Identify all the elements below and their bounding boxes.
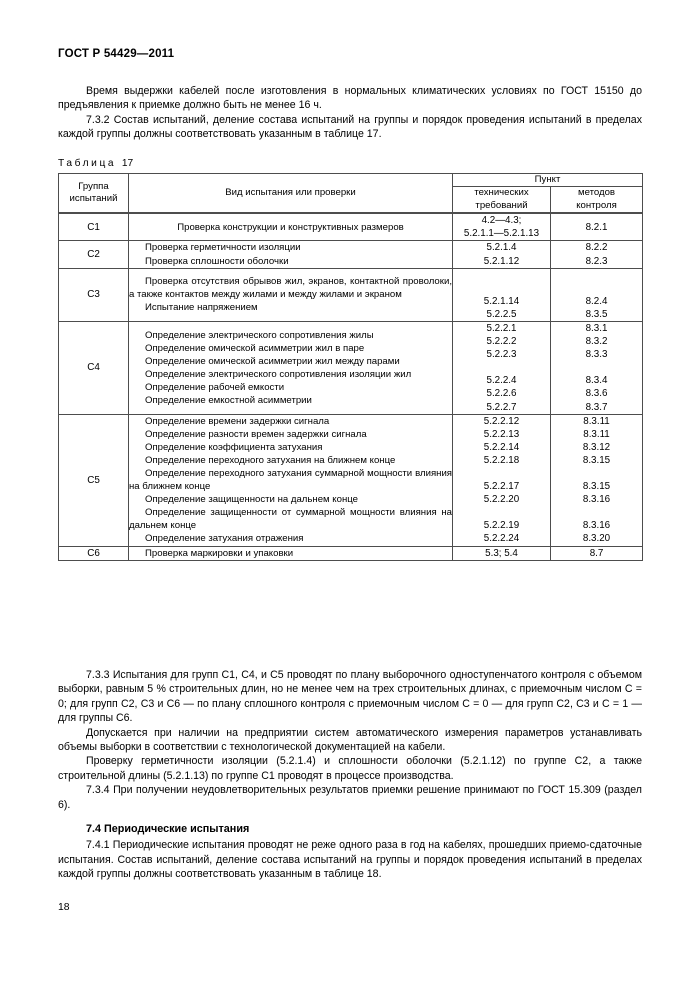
test-kind-item: Определение переходного затухания суммарной мощности влияния на ближнем конце: [129, 468, 452, 493]
clause-reference: 5.2.2.17: [483, 481, 520, 493]
paragraph-7-4-1: 7.4.1 Периодические испытания проводят не реже одного раза в год на кабелях, прошедших приемо-сдаточные испытания. Состав испытаний, деление состава испытаний на группы и порядок проведения испытаний в пределах каждой группы должны соответствовать указанным в таблице 18.: [58, 839, 642, 881]
clause-reference: 5.2.1.4: [486, 242, 517, 254]
header-punkt: Пункт: [453, 174, 643, 187]
table-head: [59, 174, 643, 214]
intro-text-block: [58, 84, 642, 142]
test-kind-item: Определение переходного затухания на ближнем конце: [145, 454, 396, 466]
cell-group: С2: [59, 241, 129, 268]
cell-control-methods: [551, 268, 643, 321]
cell-test-kind: [129, 268, 453, 321]
test-kind-item: Определение коэффициента затухания: [145, 441, 323, 453]
table-row: [59, 414, 643, 546]
paragraph-tightness-check: Проверку герметичности изоляции (5.2.1.4) и сплошности оболочки (5.2.1.12) по группе С2, а также строительной длины (5.2.1.13) по группе С1 проводят в процессе производства.: [58, 755, 642, 782]
clause-reference: 5.2.1.14: [483, 295, 520, 307]
cell-test-kind: [129, 321, 453, 414]
clause-reference: 4.2—4.3;: [481, 215, 522, 227]
cell-control-methods: [551, 321, 643, 414]
table-row: [59, 241, 643, 268]
clause-reference: 8.2.1: [585, 221, 608, 233]
clause-reference: 8.3.16: [582, 494, 611, 506]
clause-reference: 8.3.11: [583, 415, 610, 427]
paragraph-automatic-measurement: Допускается при наличии на предприятии систем автоматического измерения параметров устанавливать объемы выборки в соответствии с технологической документацией на кабели.: [58, 726, 642, 754]
clause-reference: 8.3.12: [582, 441, 611, 453]
table-row: [59, 213, 643, 241]
clause-reference: 5.2.2.20: [483, 494, 520, 506]
test-kind-item: Определение разности времен задержки сигнала: [145, 428, 367, 440]
clause-reference: 5.2.2.5: [486, 308, 517, 320]
test-kind-item: Определение омической асимметрии жил между парами: [145, 355, 400, 367]
header-tech-requirements: [453, 187, 551, 213]
clause-reference: 8.3.4: [585, 375, 608, 387]
clause-reference: 8.3.20: [582, 533, 611, 545]
header-group-line2: испытаний: [69, 193, 118, 205]
clause-reference: 5.2.2.4: [486, 375, 517, 387]
table-17: [58, 173, 643, 561]
header-control-methods: [551, 187, 643, 213]
cell-control-methods: [551, 546, 643, 560]
clause-reference: 5.2.1.1—5.2.1.13: [463, 228, 540, 240]
clause-reference: 8.3.11: [583, 428, 610, 440]
clause-reference: 5.2.2.12: [483, 415, 520, 427]
cell-group: С5: [59, 414, 129, 546]
cell-technical-requirements: [453, 241, 551, 268]
test-kind-item: Проверка маркировки и упаковки: [145, 547, 294, 559]
clause-reference: 8.3.7: [585, 401, 608, 413]
test-kind-item: Испытание напряжением: [145, 302, 258, 314]
test-kind-item: Определение затухания отражения: [145, 533, 304, 545]
clause-reference: [551, 269, 642, 282]
clause-reference: [453, 282, 550, 295]
clause-reference: 5.2.2.14: [483, 441, 520, 453]
cell-technical-requirements: [453, 414, 551, 546]
cell-group: С1: [59, 213, 129, 241]
test-kind-item: Определение емкостной асимметрии: [145, 394, 312, 406]
clause-reference: 5.2.2.3: [486, 349, 517, 361]
clause-reference: 5.2.2.7: [486, 401, 517, 413]
clause-reference: 8.3.2: [585, 336, 608, 348]
clause-reference: 8.3.3: [585, 349, 608, 361]
table-caption-number: 17: [121, 158, 134, 169]
clause-reference: 8.3.15: [582, 481, 611, 493]
test-kind-item: Определение рабочей емкости: [145, 381, 285, 393]
clause-reference: 8.3.15: [582, 454, 611, 466]
clause-reference: [453, 269, 550, 282]
clause-reference: 5.3; 5.4: [485, 547, 518, 559]
test-kind-item: Определение электрического сопротивления жилы: [145, 329, 374, 341]
table-row: [59, 321, 643, 414]
table-caption: [58, 158, 133, 169]
clause-reference: 8.2.2: [585, 242, 608, 254]
after-table-text-block: [58, 668, 642, 882]
intro-paragraph-1: Время выдержки кабелей после изготовления в нормальных климатических условиях по ГОСТ 15150 до предъявления к приемке должно быть не менее 16 ч.: [58, 85, 642, 112]
clause-reference: [453, 467, 550, 480]
test-kind-item: Проверка сплошности оболочки: [145, 255, 289, 267]
test-kind-item: Проверка конструкции и конструктивных размеров: [177, 221, 404, 233]
header-method-line1: методов: [577, 187, 616, 199]
cell-control-methods: [551, 213, 643, 241]
cell-control-methods: [551, 414, 643, 546]
cell-technical-requirements: [453, 213, 551, 241]
standard-header: ГОСТ Р 54429—2011: [58, 48, 175, 60]
clause-reference: 5.2.2.18: [483, 454, 520, 466]
test-kind-item: Определение времени задержки сигнала: [145, 415, 330, 427]
clause-reference: 5.2.1.12: [483, 255, 520, 267]
cell-test-kind: [129, 414, 453, 546]
clause-reference: 8.3.1: [585, 322, 608, 334]
page-number: 18: [58, 902, 70, 913]
header-tech-line1: технических: [474, 187, 529, 199]
clause-reference: 5.2.2.1: [486, 322, 517, 334]
clause-reference: 5.2.2.6: [486, 388, 517, 400]
clause-reference: 8.7: [589, 547, 604, 559]
clause-reference: 8.3.6: [585, 388, 608, 400]
section-heading-7-4: 7.4 Периодические испытания: [86, 823, 250, 836]
paragraph-7-3-4: 7.3.4 При получении неудовлетворительных результатов приемки решение принимают по ГОСТ 15.309 (раздел 6).: [58, 784, 642, 811]
cell-group: С4: [59, 321, 129, 414]
cell-test-kind: [129, 546, 453, 560]
clause-reference: 5.2.2.2: [486, 336, 517, 348]
clause-reference: 5.2.2.13: [483, 428, 520, 440]
header-tech-line2: требований: [475, 199, 528, 211]
cell-control-methods: [551, 241, 643, 268]
clause-reference: [551, 506, 642, 519]
cell-technical-requirements: [453, 321, 551, 414]
clause-reference: 8.3.5: [585, 308, 608, 320]
cell-group: С6: [59, 546, 129, 560]
table-row: [59, 268, 643, 321]
test-kind-item: Определение электрического сопротивления изоляции жил: [145, 368, 412, 380]
clause-reference: [551, 282, 642, 295]
test-kind-item: Определение омической асимметрии жил в паре: [145, 342, 365, 354]
cell-technical-requirements: [453, 546, 551, 560]
intro-paragraph-2: 7.3.2 Состав испытаний, деление состава испытаний на группы и порядок проведения испытаний в пределах каждой группы должны соответствовать указанным в таблице 17.: [58, 113, 642, 141]
table-row: [59, 546, 643, 560]
clause-reference: 8.2.4: [585, 295, 608, 307]
table-caption-label: Таблица: [58, 158, 117, 169]
header-kind: Вид испытания или проверки: [129, 174, 453, 214]
test-kind-item: Определение защищенности от суммарной мощности влияния на дальнем конце: [129, 507, 452, 532]
test-kind-item: Проверка отсутствия обрывов жил, экранов, контактной проволоки, а также контактов между жилами и между жилами и экраном: [129, 276, 452, 301]
clause-reference: [453, 506, 550, 519]
cell-test-kind: [129, 213, 453, 241]
clause-reference: 8.3.16: [582, 520, 611, 532]
header-group: [59, 174, 129, 214]
clause-reference: 5.2.2.19: [483, 520, 520, 532]
test-kind-item: Проверка герметичности изоляции: [145, 242, 301, 254]
clause-reference: 5.2.2.24: [483, 533, 520, 545]
clause-reference: [453, 361, 550, 374]
cell-test-kind: [129, 241, 453, 268]
header-method-line2: контроля: [576, 199, 617, 211]
clause-reference: 8.2.3: [585, 255, 608, 267]
table-body: [59, 213, 643, 560]
cell-technical-requirements: [453, 268, 551, 321]
clause-reference: [551, 361, 642, 374]
paragraph-7-3-3: 7.3.3 Испытания для групп С1, С4, и С5 проводят по плану выборочного одноступенчатого контроля с объемом выборки, равным 5 % строительных длин, но не менее чем на трех строительных длинах, с приемочным числом С = 0; для групп С2, С3 и С6 — по плану сплошного контроля с приемочным числом С = 0 — для групп С2, С3 и С = 1 — для группы С6.: [58, 669, 642, 725]
table-header-row-1: [59, 174, 643, 187]
cell-group: С3: [59, 268, 129, 321]
test-kind-item: Определение защищенности на дальнем конце: [145, 494, 358, 506]
header-group-line1: Группа: [78, 180, 109, 192]
clause-reference: [551, 467, 642, 480]
